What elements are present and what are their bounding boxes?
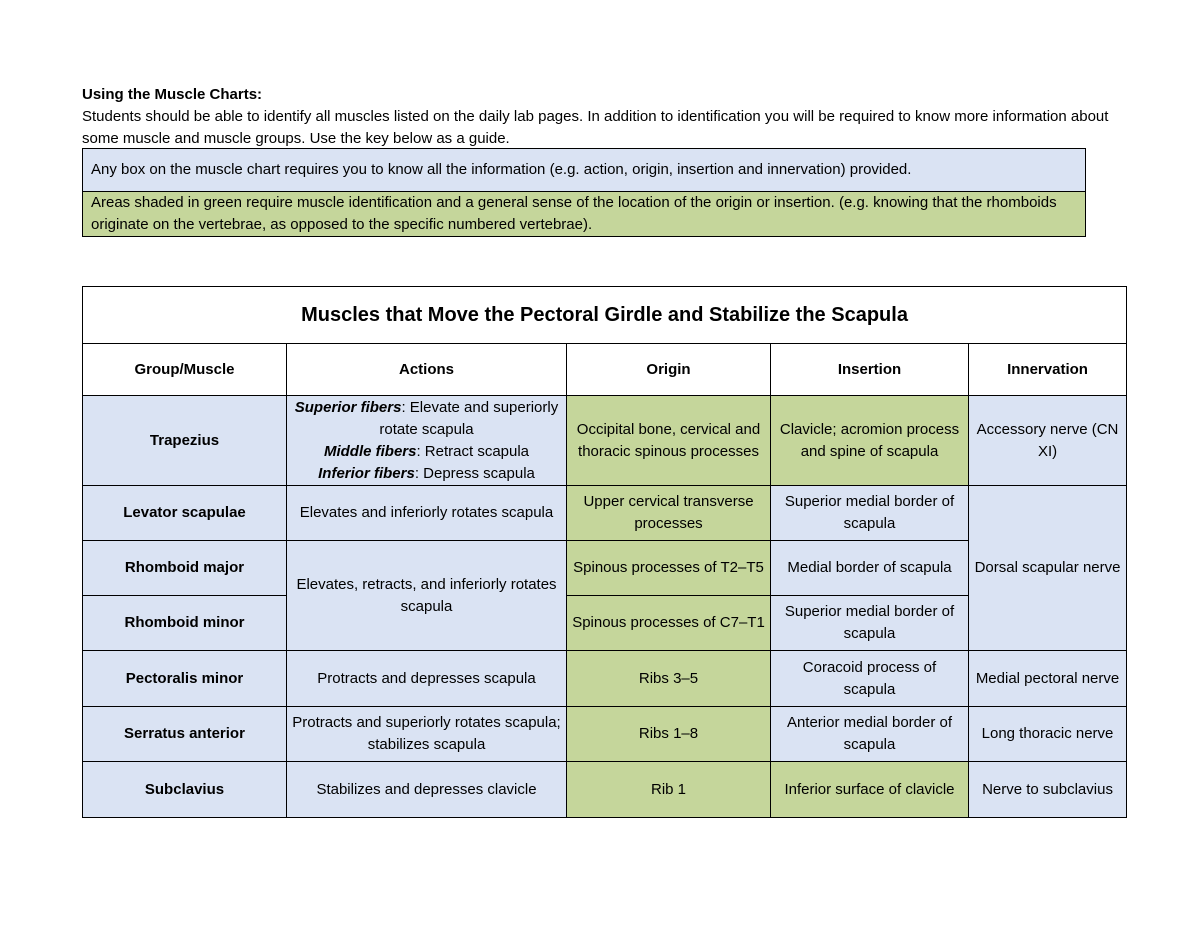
innervation-cell: Dorsal scapular nerve xyxy=(969,486,1127,651)
insertion-cell: Superior medial border of scapula xyxy=(771,596,969,651)
header-actions: Actions xyxy=(287,344,567,396)
table-row xyxy=(83,486,1127,541)
actions-cell: Protracts and depresses scapula xyxy=(287,651,567,707)
origin-cell: Rib 1 xyxy=(567,762,771,818)
header-row xyxy=(83,344,1127,396)
action-text: : Retract scapula xyxy=(416,442,530,460)
origin-cell: Spinous processes of C7–T1 xyxy=(567,596,771,651)
action-text: : Depress scapula xyxy=(414,464,535,482)
actions-cell: Protracts and superiorly rotates scapula; stabilizes scapula xyxy=(287,707,567,762)
muscle-name: Rhomboid major xyxy=(83,541,287,596)
key-green-cell: Areas shaded in green require muscle identification and a general sense of the location of the origin or insertion. (e.g. knowing that the rhomboids originate on the vertebrae, as opposed to the specific numbered vertebrae). xyxy=(83,192,1086,237)
intro-section xyxy=(82,84,1122,150)
header-origin: Origin xyxy=(567,344,771,396)
table-title: Muscles that Move the Pectoral Girdle and Stabilize the Scapula xyxy=(83,287,1127,344)
muscle-name: Subclavius xyxy=(83,762,287,818)
muscle-name: Levator scapulae xyxy=(83,486,287,541)
action-label: Middle fibers xyxy=(323,442,417,460)
table-row xyxy=(83,396,1127,486)
muscle-name: Pectoralis minor xyxy=(83,651,287,707)
actions-cell: Elevates and inferiorly rotates scapula xyxy=(287,486,567,541)
action-line xyxy=(291,441,562,463)
origin-cell: Spinous processes of T2–T5 xyxy=(567,541,771,596)
actions-cell: Elevates, retracts, and inferiorly rotates scapula xyxy=(287,541,567,651)
intro-body: Students should be able to identify all muscles listed on the daily lab pages. In addition to identification you will be required to know more information about some muscle and muscle groups. Use the key below as a guide. xyxy=(82,108,1109,147)
action-label: Superior fibers xyxy=(294,398,402,416)
muscle-name: Serratus anterior xyxy=(83,707,287,762)
table-row xyxy=(83,651,1127,707)
insertion-cell: Clavicle; acromion process and spine of scapula xyxy=(771,396,969,486)
insertion-cell: Medial border of scapula xyxy=(771,541,969,596)
innervation-cell: Accessory nerve (CN XI) xyxy=(969,396,1127,486)
origin-cell: Ribs 3–5 xyxy=(567,651,771,707)
action-label: Inferior fibers xyxy=(318,464,415,482)
muscle-name: Rhomboid minor xyxy=(83,596,287,651)
header-innervation: Innervation xyxy=(969,344,1127,396)
table-row xyxy=(83,762,1127,818)
innervation-cell: Nerve to subclavius xyxy=(969,762,1127,818)
insertion-cell: Inferior surface of clavicle xyxy=(771,762,969,818)
header-group-muscle: Group/Muscle xyxy=(83,344,287,396)
origin-cell: Upper cervical transverse processes xyxy=(567,486,771,541)
muscle-name: Trapezius xyxy=(83,396,287,486)
origin-cell: Ribs 1–8 xyxy=(567,707,771,762)
action-line xyxy=(291,397,562,441)
actions-cell xyxy=(287,396,567,486)
insertion-cell: Anterior medial border of scapula xyxy=(771,707,969,762)
innervation-cell: Long thoracic nerve xyxy=(969,707,1127,762)
muscle-table xyxy=(82,286,1127,818)
insertion-cell: Superior medial border of scapula xyxy=(771,486,969,541)
insertion-cell: Coracoid process of scapula xyxy=(771,651,969,707)
action-text: : Elevate and superiorly rotate scapula xyxy=(379,398,559,438)
actions-cell: Stabilizes and depresses clavicle xyxy=(287,762,567,818)
intro-heading: Using the Muscle Charts: xyxy=(82,86,263,103)
header-insertion: Insertion xyxy=(771,344,969,396)
color-key-table xyxy=(82,148,1086,237)
table-row xyxy=(83,707,1127,762)
origin-cell: Occipital bone, cervical and thoracic spinous processes xyxy=(567,396,771,486)
key-blue-cell: Any box on the muscle chart requires you to know all the information (e.g. action, origin, insertion and innervation) provided. xyxy=(83,149,1086,192)
action-line xyxy=(291,463,562,485)
innervation-cell: Medial pectoral nerve xyxy=(969,651,1127,707)
